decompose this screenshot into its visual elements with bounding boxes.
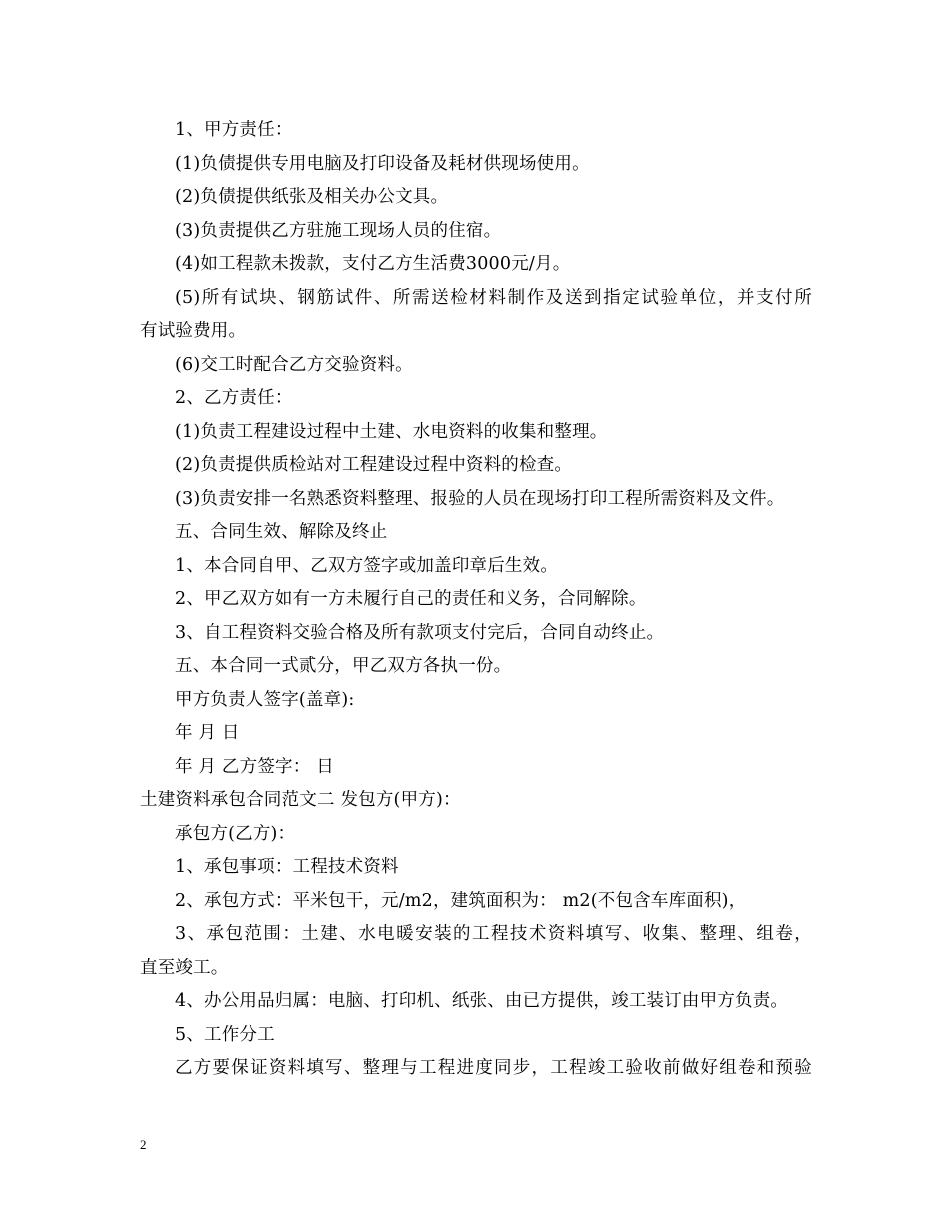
text-line: 2、甲乙双方如有一方未履行自己的责任和义务，合同解除。 bbox=[175, 589, 647, 609]
text-line: 1、甲方责任： bbox=[175, 120, 293, 140]
text-line: 5、工作分工 bbox=[175, 1024, 275, 1045]
page-number: 2 bbox=[140, 1137, 147, 1152]
text-line: 甲方负责人签字(盖章): bbox=[175, 689, 355, 710]
text-line: 土建资料承包合同范文二 发包方(甲方)： bbox=[140, 790, 461, 810]
document-body bbox=[140, 114, 812, 1086]
text-line: 五、本合同一式贰分，甲乙双方各执一份。 bbox=[175, 656, 512, 676]
text-line: 3、承包范围：土建、水电暖安装的工程技术资料填写、收集、整理、组卷， bbox=[175, 924, 812, 944]
text-line: (1)负责工程建设过程中土建、水电资料的收集和整理。 bbox=[175, 421, 608, 442]
text-line: (3)负责提供乙方驻施工现场人员的住宿。 bbox=[175, 220, 502, 241]
text-line: (4)如工程款未拨款，支付乙方生活费3000元/月。 bbox=[175, 254, 571, 274]
text-line: (6)交工时配合乙方交验资料。 bbox=[175, 354, 413, 375]
text-line: 2、乙方责任： bbox=[175, 388, 293, 408]
text-line: 1、本合同自甲、乙双方签字或加盖印章后生效。 bbox=[175, 555, 559, 576]
text-line: 承包方(乙方)： bbox=[175, 823, 296, 844]
text-line: 1、承包事项：工程技术资料 bbox=[175, 857, 399, 877]
text-line: 乙方要保证资料填写、整理与工程进度同步，工程竣工验收前做好组卷和预验 bbox=[175, 1058, 812, 1078]
text-line: 直至竣工。 bbox=[140, 957, 229, 978]
text-line: (2)负责提供质检站对工程建设过程中资料的检查。 bbox=[175, 455, 573, 475]
text-line: 五、合同生效、解除及终止 bbox=[175, 522, 388, 542]
text-line: 2、承包方式：平米包干，元/m2，建筑面积为： m2(不包含车库面积)， bbox=[175, 890, 747, 911]
text-line: 年 月 乙方签字： 日 bbox=[175, 756, 334, 777]
text-line: 3、自工程资料交验合格及所有款项支付完后，合同自动终止。 bbox=[175, 622, 665, 643]
text-line: 年 月 日 bbox=[175, 723, 240, 743]
text-line: (3)负责安排一名熟悉资料整理、报验的人员在现场打印工程所需资料及文件。 bbox=[175, 488, 785, 509]
text-line: (2)负债提供纸张及相关办公文具。 bbox=[175, 187, 449, 207]
text-line: 4、办公用品归属：电脑、打印机、纸张、由已方提供，竣工装订由甲方负责。 bbox=[175, 991, 789, 1011]
text-line: (1)负债提供专用电脑及打印设备及耗材供现场使用。 bbox=[175, 153, 590, 174]
text-line: (5)所有试块、钢筋试件、所需送检材料制作及送到指定试验单位，并支付所 bbox=[175, 287, 812, 308]
text-line: 有试验费用。 bbox=[140, 321, 247, 341]
